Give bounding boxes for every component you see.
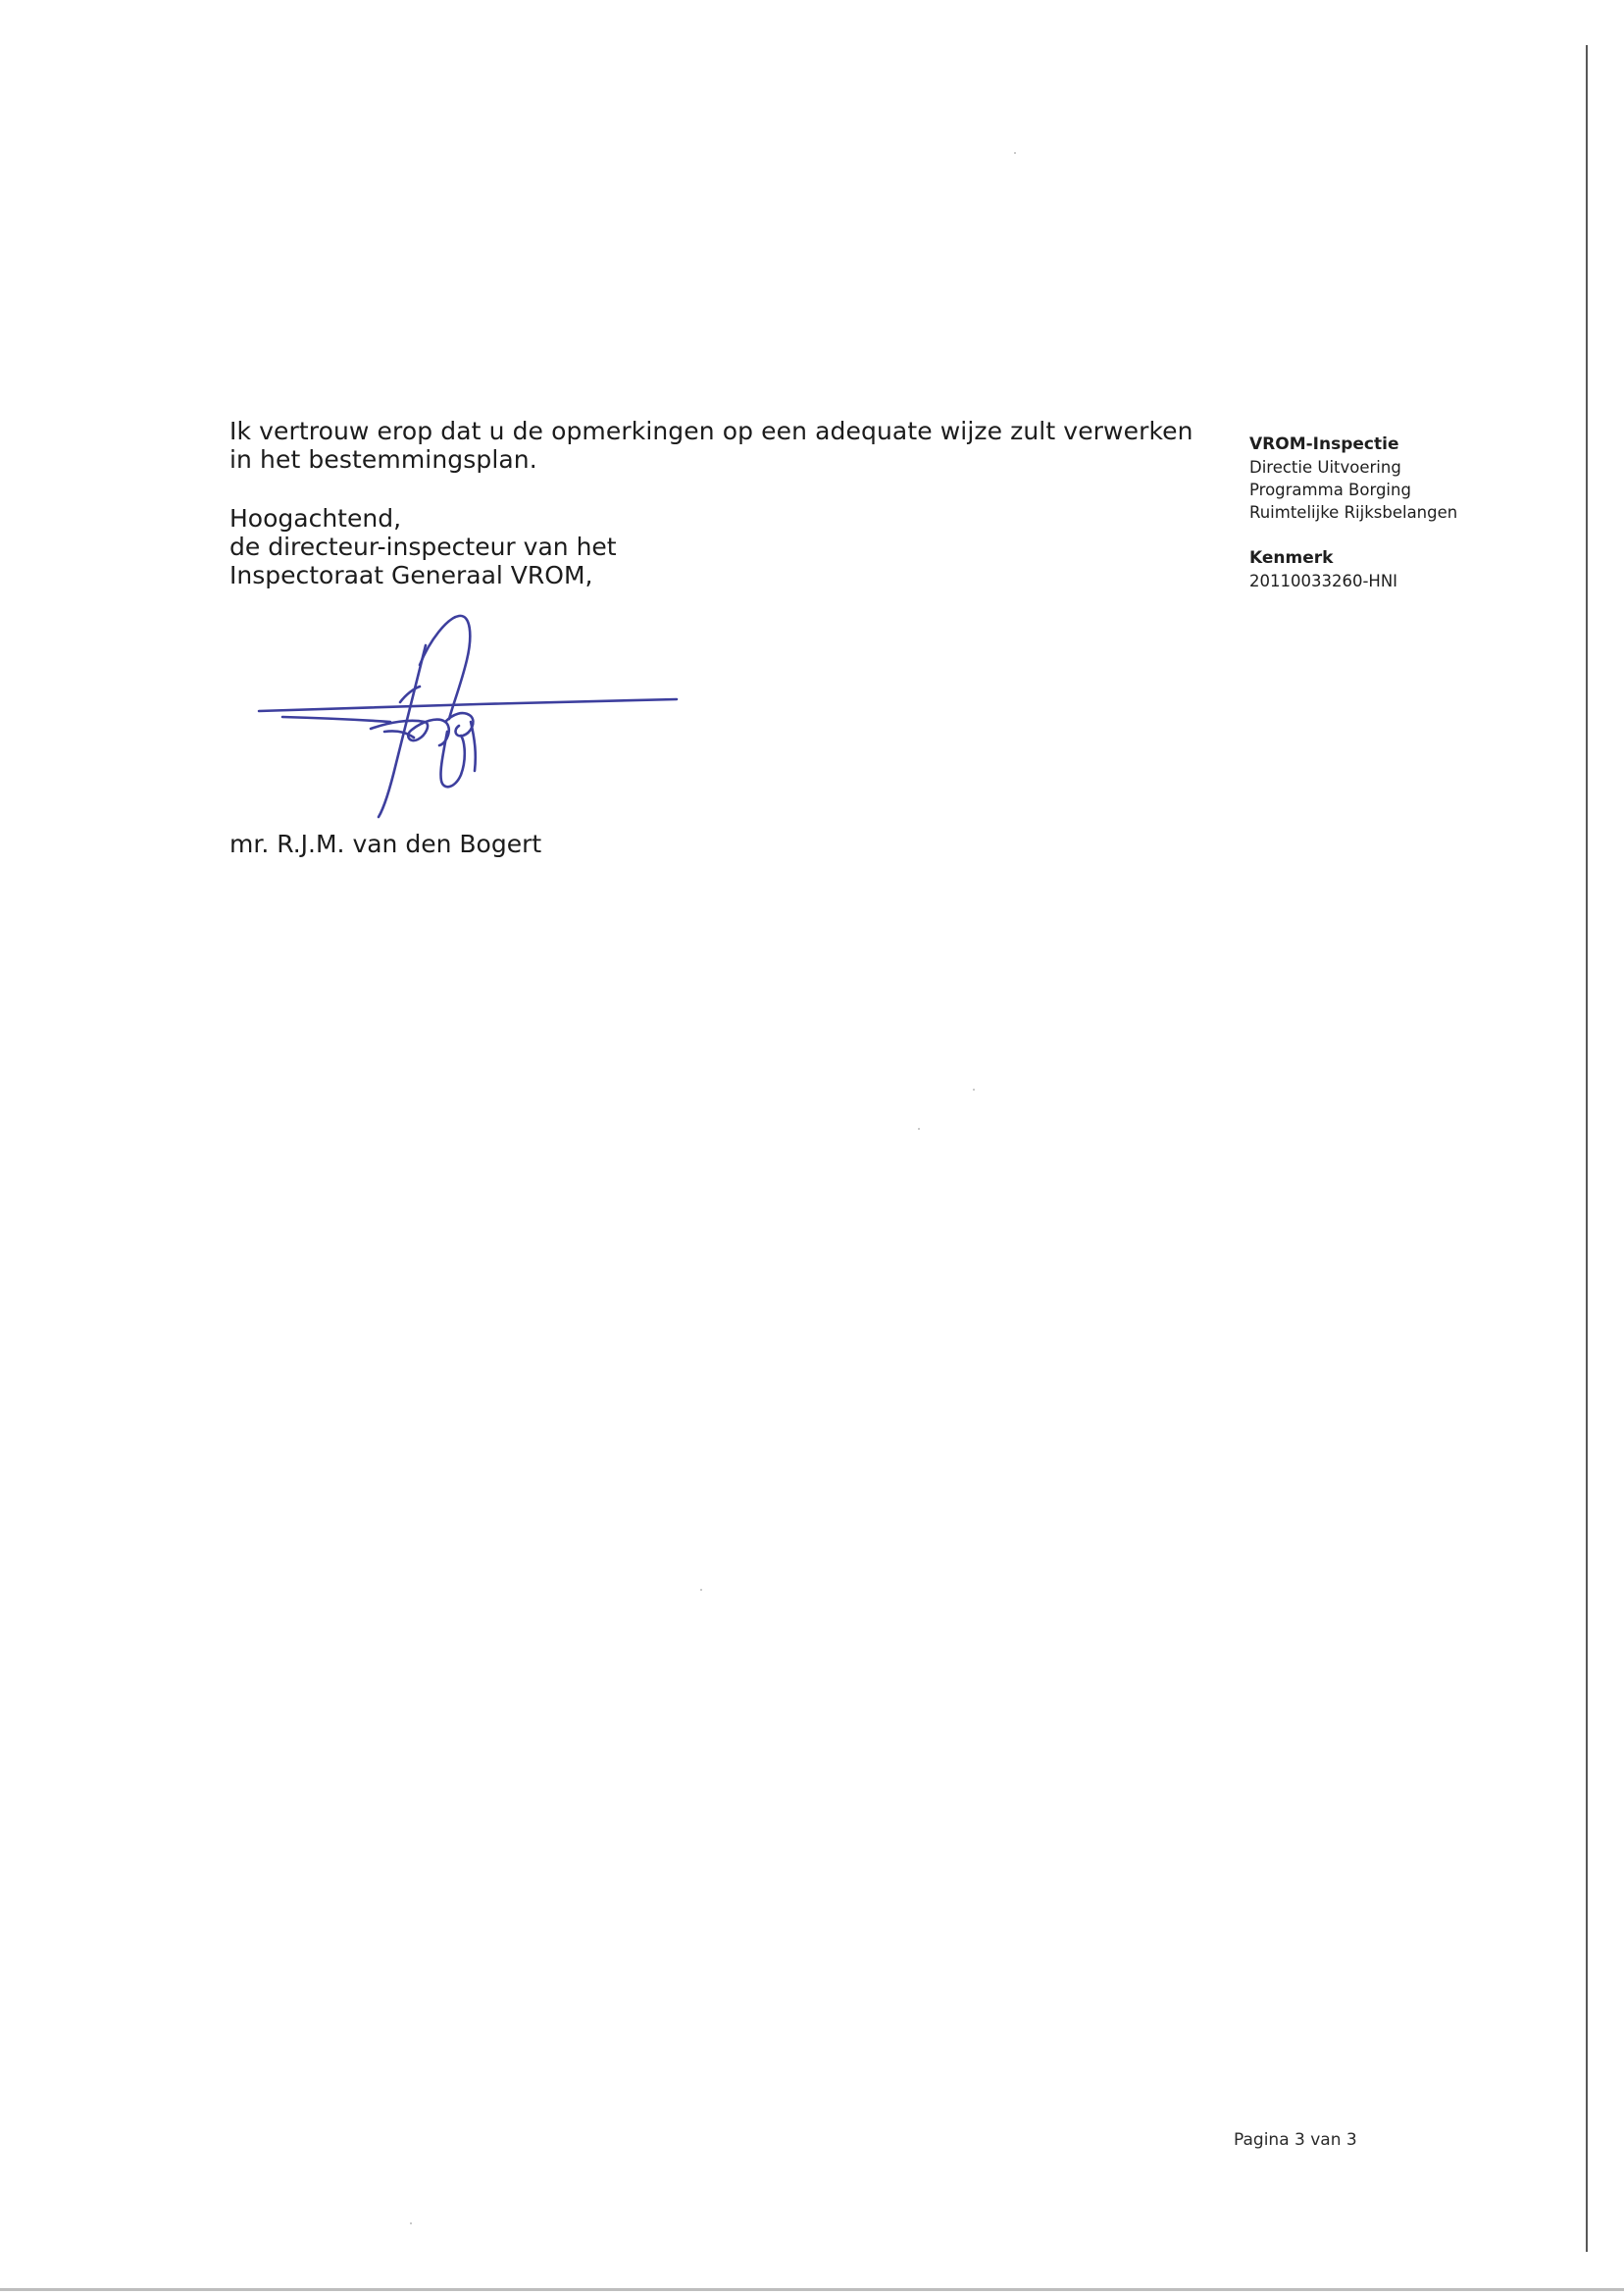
sender-sidebar (1249, 433, 1495, 592)
closing-paragraph: Ik vertrouw erop dat u de opmerkingen op een adequate wijze zult verwerken in het bestemmingsplan. (229, 417, 1193, 474)
department-line: Programma Borging (1249, 481, 1411, 499)
closing-block (229, 504, 617, 589)
reference-label: Kenmerk (1249, 548, 1334, 568)
scan-speck (918, 1128, 920, 1130)
reference-block (1249, 547, 1495, 592)
scan-edge-right (1586, 45, 1588, 2252)
signatory-title-line-2: Inspectoraat Generaal VROM, (229, 561, 593, 589)
scan-speck (1014, 152, 1016, 154)
body-text (229, 417, 1220, 474)
signatory-name: mr. R.J.M. van den Bogert (229, 830, 542, 858)
department-line: Ruimtelijke Rijksbelangen (1249, 503, 1458, 522)
scan-speck (410, 2222, 412, 2224)
handwritten-signature (253, 606, 685, 822)
page-number: Pagina 3 van 3 (1234, 2130, 1357, 2150)
department-line: Directie Uitvoering (1249, 458, 1401, 477)
organization-name: VROM-Inspectie (1249, 434, 1399, 454)
scan-speck (973, 1089, 975, 1091)
salutation: Hoogachtend, (229, 504, 402, 533)
signatory-title-line-1: de directeur-inspecteur van het (229, 533, 617, 561)
scan-edge-bottom (0, 2288, 1624, 2291)
scan-speck (700, 1589, 702, 1591)
reference-value: 20110033260-HNI (1249, 572, 1398, 590)
